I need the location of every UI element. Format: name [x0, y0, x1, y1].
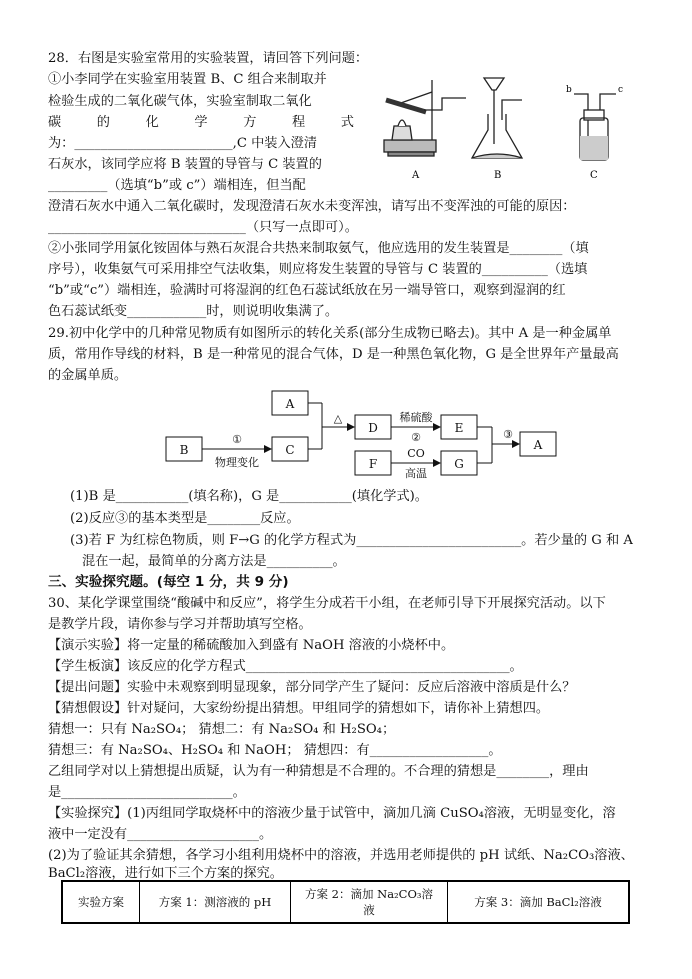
q29-line: 质，常用作导线的材料，B 是一种常见的混合气体，D 是一种黑色氧化物，G 是全世界年产量最高 [48, 347, 619, 362]
q29-sub1: (1)B 是___________(填名称)，G 是___________(填化学式)。 [70, 489, 428, 504]
table-header-cell: 方案 1：测溶液的 pH [140, 881, 291, 923]
apparatus-a [384, 80, 466, 156]
dilute-acid-label: 稀硫酸 [399, 411, 433, 424]
q28-line: ②小张同学用氯化铵固体与熟石灰混合共热来制取氨气，他应选用的发生装置是________（填 [48, 241, 589, 256]
q30-line: 30、某化学课堂围绕“酸碱中和反应”，将学生分成若干小组，在老师引导下开展探究活动。以下 [48, 596, 606, 611]
q28-line: ①小李同学在实验室用装置 B、C 组合来制取并 [48, 72, 327, 87]
q28-line: ______________________________（只写一点即可）。 [48, 220, 358, 235]
q30-line: BaCl₂溶液，进行如下三个方案的探究。 [48, 866, 283, 881]
tube-label-b: b [566, 85, 572, 95]
word: 碳 [48, 115, 62, 130]
apparatus-b [472, 78, 522, 158]
label-a-top: A [285, 397, 295, 411]
q30-line: 【猜想假设】针对疑问，大家纷纷提出猜想。甲组同学的猜想如下，请你补上猜想四。 [48, 701, 550, 716]
table-header-cell: 方案 3：滴加 BaCl₂溶液 [448, 881, 630, 923]
q29-line: 的金属单质。 [48, 368, 128, 383]
q28-line: “b”或“c”）端相连，验满时可将湿润的红色石蕊试纸放在另一端导管口，观察到湿润的红 [48, 283, 566, 298]
q28-line: 色石蕊试纸变____________时，则说明收集满了。 [48, 304, 339, 319]
label-a-right: A [533, 438, 543, 452]
table-row [62, 881, 629, 923]
q28-title: 28．右图是实验室常用的实验装置，请回答下列问题： [48, 51, 369, 66]
q30-line: (2)为了验证其余猜想，各学习小组利用烧杯中的溶液，并选用老师提供的 pH 试纸、Na₂CO₃溶液、 [48, 848, 634, 863]
word: 化 [145, 115, 159, 130]
q29-sub3-cont: 混在一起，最简单的分离方法是__________。 [82, 554, 346, 569]
label-f: F [368, 457, 378, 471]
table-header-cell [291, 881, 448, 923]
q28-justified-line [48, 115, 354, 131]
q30-line: 是教学片段，请你参与学习并帮助填写空格。 [48, 617, 312, 632]
label-b: B [179, 443, 189, 457]
cell-text: 液 [363, 903, 375, 917]
q30-line: 猜想一：只有 Na₂SO₄； 猜想二：有 Na₂SO₄ 和 H₂SO₄； [48, 722, 396, 737]
q30-line: 【提出问题】实验中未观察到明显现象，部分同学产生了疑问：反应后溶液中溶质是什么？ [48, 680, 576, 695]
physical-change-label: 物理变化 [215, 456, 259, 469]
high-temp-label: 高温 [405, 467, 427, 480]
q29-sub2: (2)反应③的基本类型是________反应。 [70, 511, 300, 526]
word: 式 [340, 115, 354, 130]
label-e: E [454, 421, 464, 435]
plan-table [61, 880, 630, 924]
co-label: CO [407, 447, 425, 460]
apparatus-label-c: C [590, 170, 598, 181]
q30-line: 【学生板演】该反应的化学方程式________________________________________。 [48, 659, 523, 674]
step-3-marker: ③ [503, 428, 513, 441]
q28-line: 为：________________________,C 中装入澄清 [48, 136, 318, 151]
q28-line: 检验生成的二氧化碳气体，实验室制取二氧化 [48, 94, 312, 109]
q28-line: 石灰水，该同学应将 B 装置的导管与 C 装置的 [48, 157, 322, 172]
q30-line: 【实验探究】(1)丙组同学取烧杯中的溶液少量于试管中，滴加几滴 CuSO₄溶液，无明显变化，溶 [48, 806, 616, 821]
step-1-marker: ① [232, 433, 242, 446]
word: 学 [194, 115, 208, 130]
word: 方 [243, 115, 257, 130]
label-g: G [454, 457, 464, 471]
word: 程 [291, 115, 306, 130]
cell-text: 方案 2：滴加 Na₂CO₃溶 [305, 887, 433, 901]
q30-line: 【演示实验】将一定量的稀硫酸加入到盛有 NaOH 溶液的小烧杯中。 [48, 638, 455, 653]
word: 的 [96, 115, 110, 130]
q29-line: 29.初中化学中的几种常见物质有如图所示的转化关系(部分生成物已略去)。其中 A 是一种金属单 [48, 326, 612, 341]
label-c: C [285, 443, 295, 457]
q28-line: 澄清石灰水中通入二氧化碳时，发现澄清石灰水未变浑浊，请写出不变浑浊的可能的原因： [48, 199, 576, 214]
q30-line: 液中一定没有____________________。 [48, 827, 273, 842]
q30-line: 猜想三：有 Na₂SO₄、H₂SO₄ 和 NaOH； 猜想四：有__________________。 [48, 743, 502, 758]
q30-line: 乙组同学对以上猜想提出质疑，认为有一种猜想是不合理的。不合理的猜想是________，理由 [48, 764, 589, 779]
heat-symbol: △ [333, 412, 343, 425]
step-2-marker: ② [411, 431, 421, 444]
conversion-diagram [150, 380, 560, 490]
q28-line: 序号），收集氨气可采用排空气法收集，则应将发生装置的导管与 C 装置的__________（选填 [48, 262, 588, 277]
section-3-heading: 三、实验探究题。(每空 1 分，共 9 分) [48, 574, 289, 590]
lab-apparatus-figure [376, 70, 640, 188]
q30-line: 是__________________________。 [48, 785, 246, 800]
tube-label-c: c [618, 85, 624, 95]
q29-sub3: (3)若 F 为红棕色物质，则 F→G 的化学方程式为_________________________。若少量的 G 和 A [70, 533, 633, 548]
label-d: D [368, 421, 378, 435]
apparatus-c [574, 94, 616, 160]
apparatus-label-b: B [494, 170, 502, 181]
q28-line: _________（选填“b”或 c”）端相连，但当配 [48, 178, 306, 193]
table-header-cell: 实验方案 [62, 881, 140, 923]
apparatus-label-a: A [412, 170, 420, 181]
